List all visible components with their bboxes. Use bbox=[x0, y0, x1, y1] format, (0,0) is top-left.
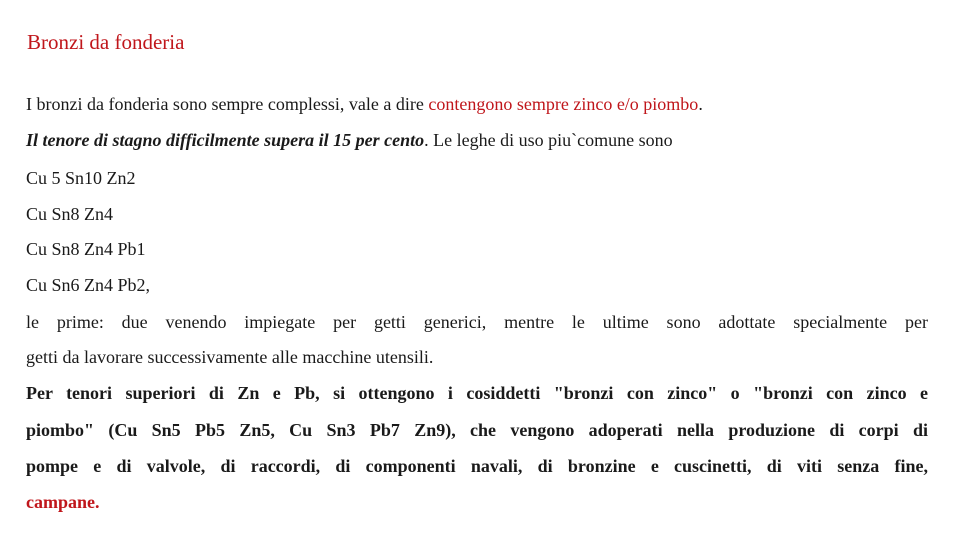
paragraph-intro bbox=[26, 94, 703, 115]
zinc-line-3: pompe e di valvole, di raccordi, di componenti navali, di bronzine e cuscinetti, di viti senza fine, bbox=[26, 456, 928, 476]
tin-emphasis: Il tenore di stagno difficilmente supera il 15 per cento bbox=[26, 130, 425, 150]
tin-text: . Le leghe di uso piu`comune sono bbox=[424, 130, 673, 150]
zinc-line-last: campane. bbox=[26, 492, 100, 512]
intro-end: . bbox=[698, 94, 703, 114]
alloy-item: Cu Sn8 Zn4 Pb1 bbox=[26, 239, 146, 259]
alloy-item: Cu Sn8 Zn4 bbox=[26, 204, 114, 224]
zinc-line-1: Per tenori superiori di Zn e Pb, si ottengono i cosiddetti "bronzi con zinco" o "bronzi con zinco e bbox=[26, 383, 928, 403]
usage-line-2: getti da lavorare successivamente alle macchine utensili. bbox=[26, 347, 434, 367]
slide-title: Bronzi da fonderia bbox=[27, 30, 185, 54]
intro-text: I bronzi da fonderia sono sempre complessi, vale a dire bbox=[26, 94, 429, 114]
intro-highlight: contengono sempre zinco e/o piombo bbox=[428, 94, 699, 114]
alloy-item: Cu Sn6 Zn4 Pb2, bbox=[26, 275, 151, 295]
alloy-item: Cu 5 Sn10 Zn2 bbox=[26, 168, 136, 188]
zinc-line-2: piombo" (Cu Sn5 Pb5 Zn5, Cu Sn3 Pb7 Zn9), che vengono adoperati nella produzione di corpi di bbox=[26, 420, 928, 440]
paragraph-tin bbox=[26, 130, 673, 151]
usage-line-1: le prime: due venendo impiegate per getti generici, mentre le ultime sono adottate specialmente per bbox=[26, 312, 928, 332]
